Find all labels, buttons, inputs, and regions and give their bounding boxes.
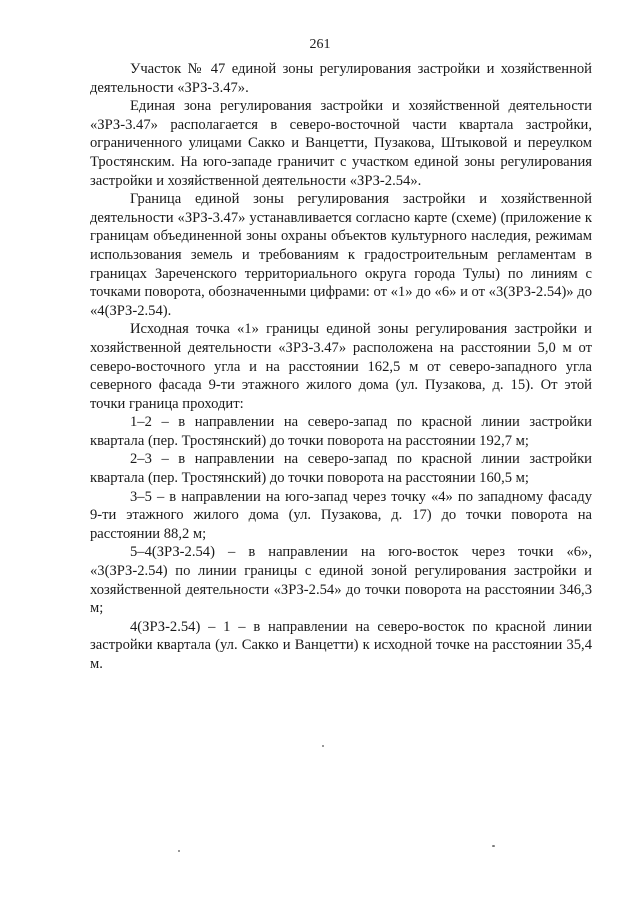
paragraph-segment-5-4: 5–4(ЗРЗ-2.54) – в направлении на юго-восток через точки «6», «3(ЗРЗ-2.54) по линии границы с единой зоной регулирования застройки и хозяйственной деятельности «ЗРЗ-2.54» до точки поворота на расстоянии 346,3 м; [90, 544, 592, 617]
paragraph-segment-3-5: 3–5 – в направлении на юго-запад через точку «4» по западному фасаду 9-ти этажного жилого дома (ул. Пузакова, д. 17) до точки поворота на расстоянии 88,2 м; [90, 488, 592, 542]
scan-speck [322, 745, 324, 747]
page-number: 261 [309, 37, 331, 52]
paragraph-start-point: Исходная точка «1» границы единой зоны регулирования застройки и хозяйственной деятельности «ЗРЗ-3.47» расположена на расстоянии 5,0 м от северо-восточного угла и на расстоянии 162,5 м от северо-западного угла северного фасада 9-ти этажного жилого дома (ул. Пузакова, д. 15). От этой точки граница проходит: [90, 321, 592, 412]
scan-speck [492, 845, 495, 847]
paragraph-segment-2-3: 2–3 – в направлении на северо-запад по красной линии застройки квартала (пер. Тростянский) до точки поворота на расстоянии 160,5 м; [90, 451, 592, 487]
paragraph-location: Единая зона регулирования застройки и хозяйственной деятельности «ЗРЗ-3.47» располагается в северо-восточной части квартала застройки, ограниченного улицами Сакко и Ванцетти, Пузакова, Штыковой и переулком Тростянским. На юго-западе граничит с участком единой зоны регулирования застройки и хозяйственной деятельности «ЗРЗ-2.54». [90, 98, 592, 189]
scan-speck [178, 850, 180, 852]
paragraph-segment-1-2: 1–2 – в направлении на северо-запад по красной линии застройки квартала (пер. Тростянский) до точки поворота на расстоянии 192,7 м; [90, 414, 592, 449]
paragraph-section-title: Участок № 47 единой зоны регулирования застройки и хозяйственной деятельности «ЗРЗ-3.47». [90, 61, 592, 96]
body-text [90, 60, 592, 674]
paragraph-boundary: Граница единой зоны регулирования застройки и хозяйственной деятельности «ЗРЗ-3.47» устанавливается согласно карте (схеме) (приложение к границам объединенной зоны охраны объектов культурного наследия, режимам использования земель и требованиям к градостроительным регламентам в границах Зареченского территориального округа города Тулы) по линиям с точками поворота, обозначенными цифрами: от «1» до «6» и от «3(ЗРЗ-2.54)» до «4(ЗРЗ-2.54). [90, 191, 592, 319]
paragraph-segment-4-1: 4(ЗРЗ-2.54) – 1 – в направлении на северо-восток по красной линии застройки квартала (ул. Сакко и Ванцетти) к исходной точке на расстоянии 35,4 м. [90, 618, 592, 672]
